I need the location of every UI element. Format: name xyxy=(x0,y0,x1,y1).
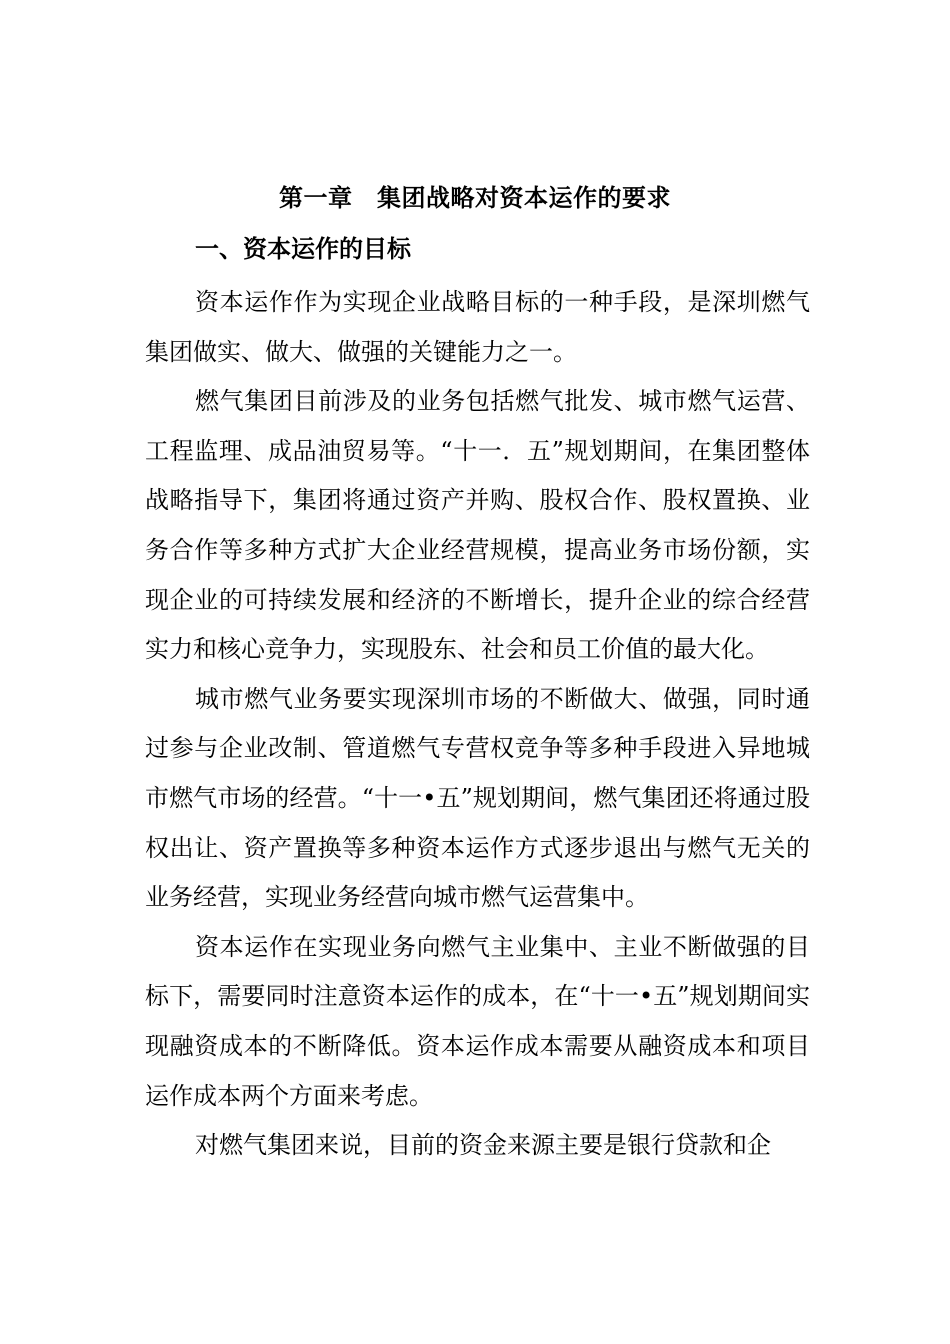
paragraph: 资本运作在实现业务向燃气主业集中、主业不断做强的目标下，需要同时注意资本运作的成本，在“十一•五”规划期间实现融资成本的不断降低。资本运作成本需要从融资成本和项目运作成本两个方面来考虑。 xyxy=(145,932,810,1110)
paragraph: 燃气集团目前涉及的业务包括燃气批发、城市燃气运营、工程监理、成品油贸易等。“十一．五”规划期间，在集团整体战略指导下，集团将通过资产并购、股权合作、股权置换、业务合作等多种方式扩大企业经营规模，提高业务市场份额，实现企业的可持续发展和经济的不断增长，提升企业的综合经营实力和核心竞争力，实现股东、社会和员工价值的最大化。 xyxy=(145,387,810,664)
chapter-title: 第一章 集团战略对资本运作的要求 xyxy=(279,184,671,212)
section-title: 一、资本运作的目标 xyxy=(195,235,411,263)
paragraph: 城市燃气业务要实现深圳市场的不断做大、做强，同时通过参与企业改制、管道燃气专营权竞争等多种手段进入异地城市燃气市场的经营。“十一•五”规划期间，燃气集团还将通过股权出让、资产置换等多种资本运作方式逐步退出与燃气无关的业务经营，实现业务经营向城市燃气运营集中。 xyxy=(145,684,810,912)
body-text xyxy=(145,278,810,1171)
paragraph: 对燃气集团来说，目前的资金来源主要是银行贷款和企 xyxy=(195,1131,771,1160)
paragraph: 资本运作作为实现企业战略目标的一种手段，是深圳燃气集团做实、做大、做强的关键能力之一。 xyxy=(145,288,810,366)
